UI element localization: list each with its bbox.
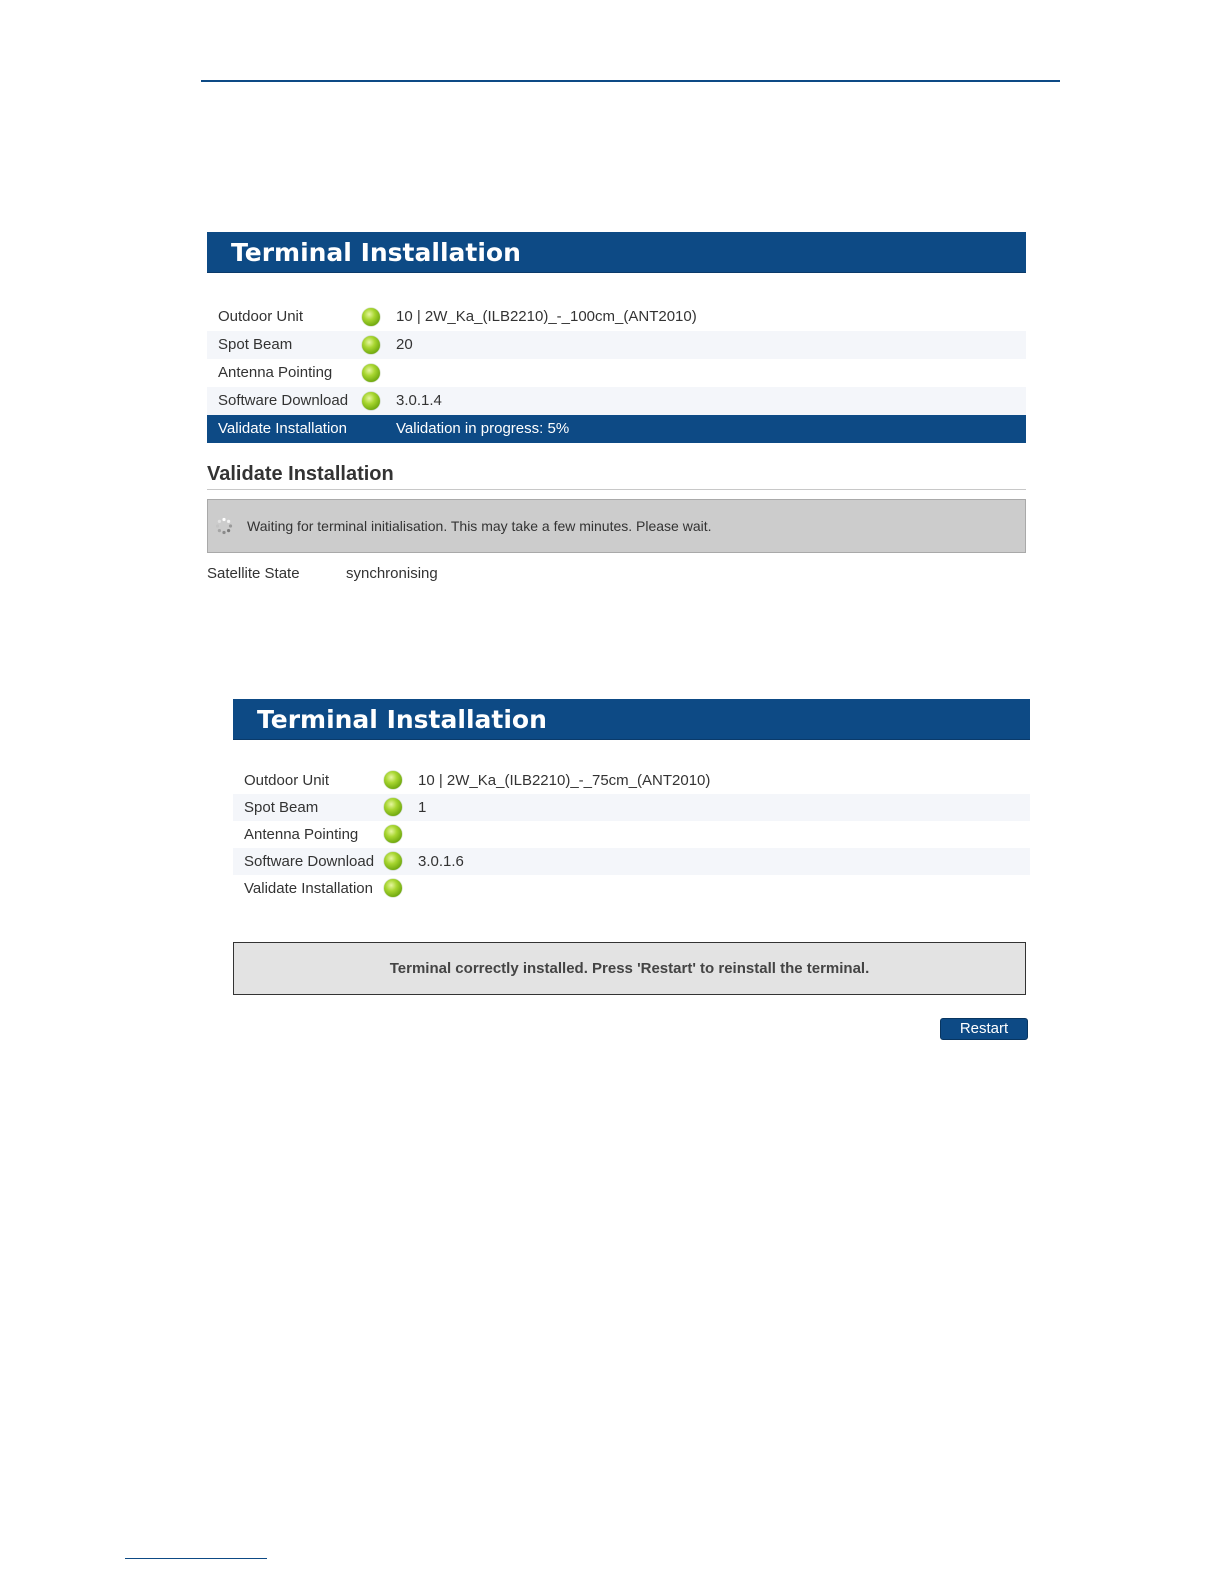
row-label: Spot Beam [218, 336, 293, 353]
installation-result-box: Terminal correctly installed. Press 'Restart' to reinstall the terminal. [233, 942, 1026, 995]
row-value: 3.0.1.6 [418, 853, 464, 870]
row-value: 1 [418, 799, 427, 816]
section-heading: Validate Installation [207, 461, 1026, 490]
status-row-outdoor-unit [233, 767, 1030, 794]
row-value: 10 | 2W_Ka_(ILB2210)_-_75cm_(ANT2010) [418, 772, 711, 789]
green-status-icon [362, 392, 380, 410]
satellite-state-value: synchronising [346, 565, 438, 582]
terminal-installation-panel-progress [207, 232, 1026, 589]
installation-status-table [207, 303, 1026, 443]
terminal-installation-panel-complete [233, 699, 1030, 1037]
green-status-icon [384, 825, 402, 843]
restart-button[interactable]: Restart [940, 1018, 1028, 1040]
row-label: Validate Installation [218, 420, 347, 437]
row-value: 3.0.1.4 [396, 392, 442, 409]
row-label: Outdoor Unit [218, 308, 304, 325]
footnote-rule [125, 1558, 267, 1559]
row-value: 20 [396, 336, 413, 353]
status-row-spot-beam [233, 794, 1030, 821]
status-row-validate-installation [233, 875, 1030, 902]
status-row-outdoor-unit [207, 303, 1026, 331]
green-status-icon [384, 771, 402, 789]
satellite-state-label: Satellite State [207, 565, 300, 582]
row-label: Antenna Pointing [218, 364, 333, 381]
page-top-rule [201, 80, 1060, 82]
green-status-icon [384, 852, 402, 870]
green-status-icon [384, 879, 402, 897]
green-status-icon [362, 308, 380, 326]
row-label: Software Download [218, 392, 349, 409]
status-row-validate-installation [207, 415, 1026, 443]
row-label: Validate Installation [244, 880, 373, 897]
green-status-icon [362, 336, 380, 354]
wait-message-text: Waiting for terminal initialisation. This may take a few minutes. Please wait. [247, 518, 712, 534]
wait-message-box [207, 499, 1026, 553]
row-label: Outdoor Unit [244, 772, 330, 789]
green-status-icon [384, 798, 402, 816]
panel-title: Terminal Installation [207, 232, 1026, 273]
validation-progress-text: Validation in progress: 5% [396, 420, 570, 437]
row-label: Software Download [244, 853, 375, 870]
row-label: Spot Beam [244, 799, 319, 816]
row-value: 10 | 2W_Ka_(ILB2210)_-_100cm_(ANT2010) [396, 308, 697, 325]
installation-status-table [233, 767, 1030, 902]
status-row-spot-beam [207, 331, 1026, 359]
satellite-state-row [207, 565, 1026, 589]
status-row-software-download [207, 387, 1026, 415]
panel-title: Terminal Installation [233, 699, 1030, 740]
row-label: Antenna Pointing [244, 826, 359, 843]
status-row-software-download [233, 848, 1030, 875]
status-row-antenna-pointing [207, 359, 1026, 387]
green-status-icon [362, 364, 380, 382]
loading-spinner-icon [215, 517, 233, 535]
status-row-antenna-pointing [233, 821, 1030, 848]
